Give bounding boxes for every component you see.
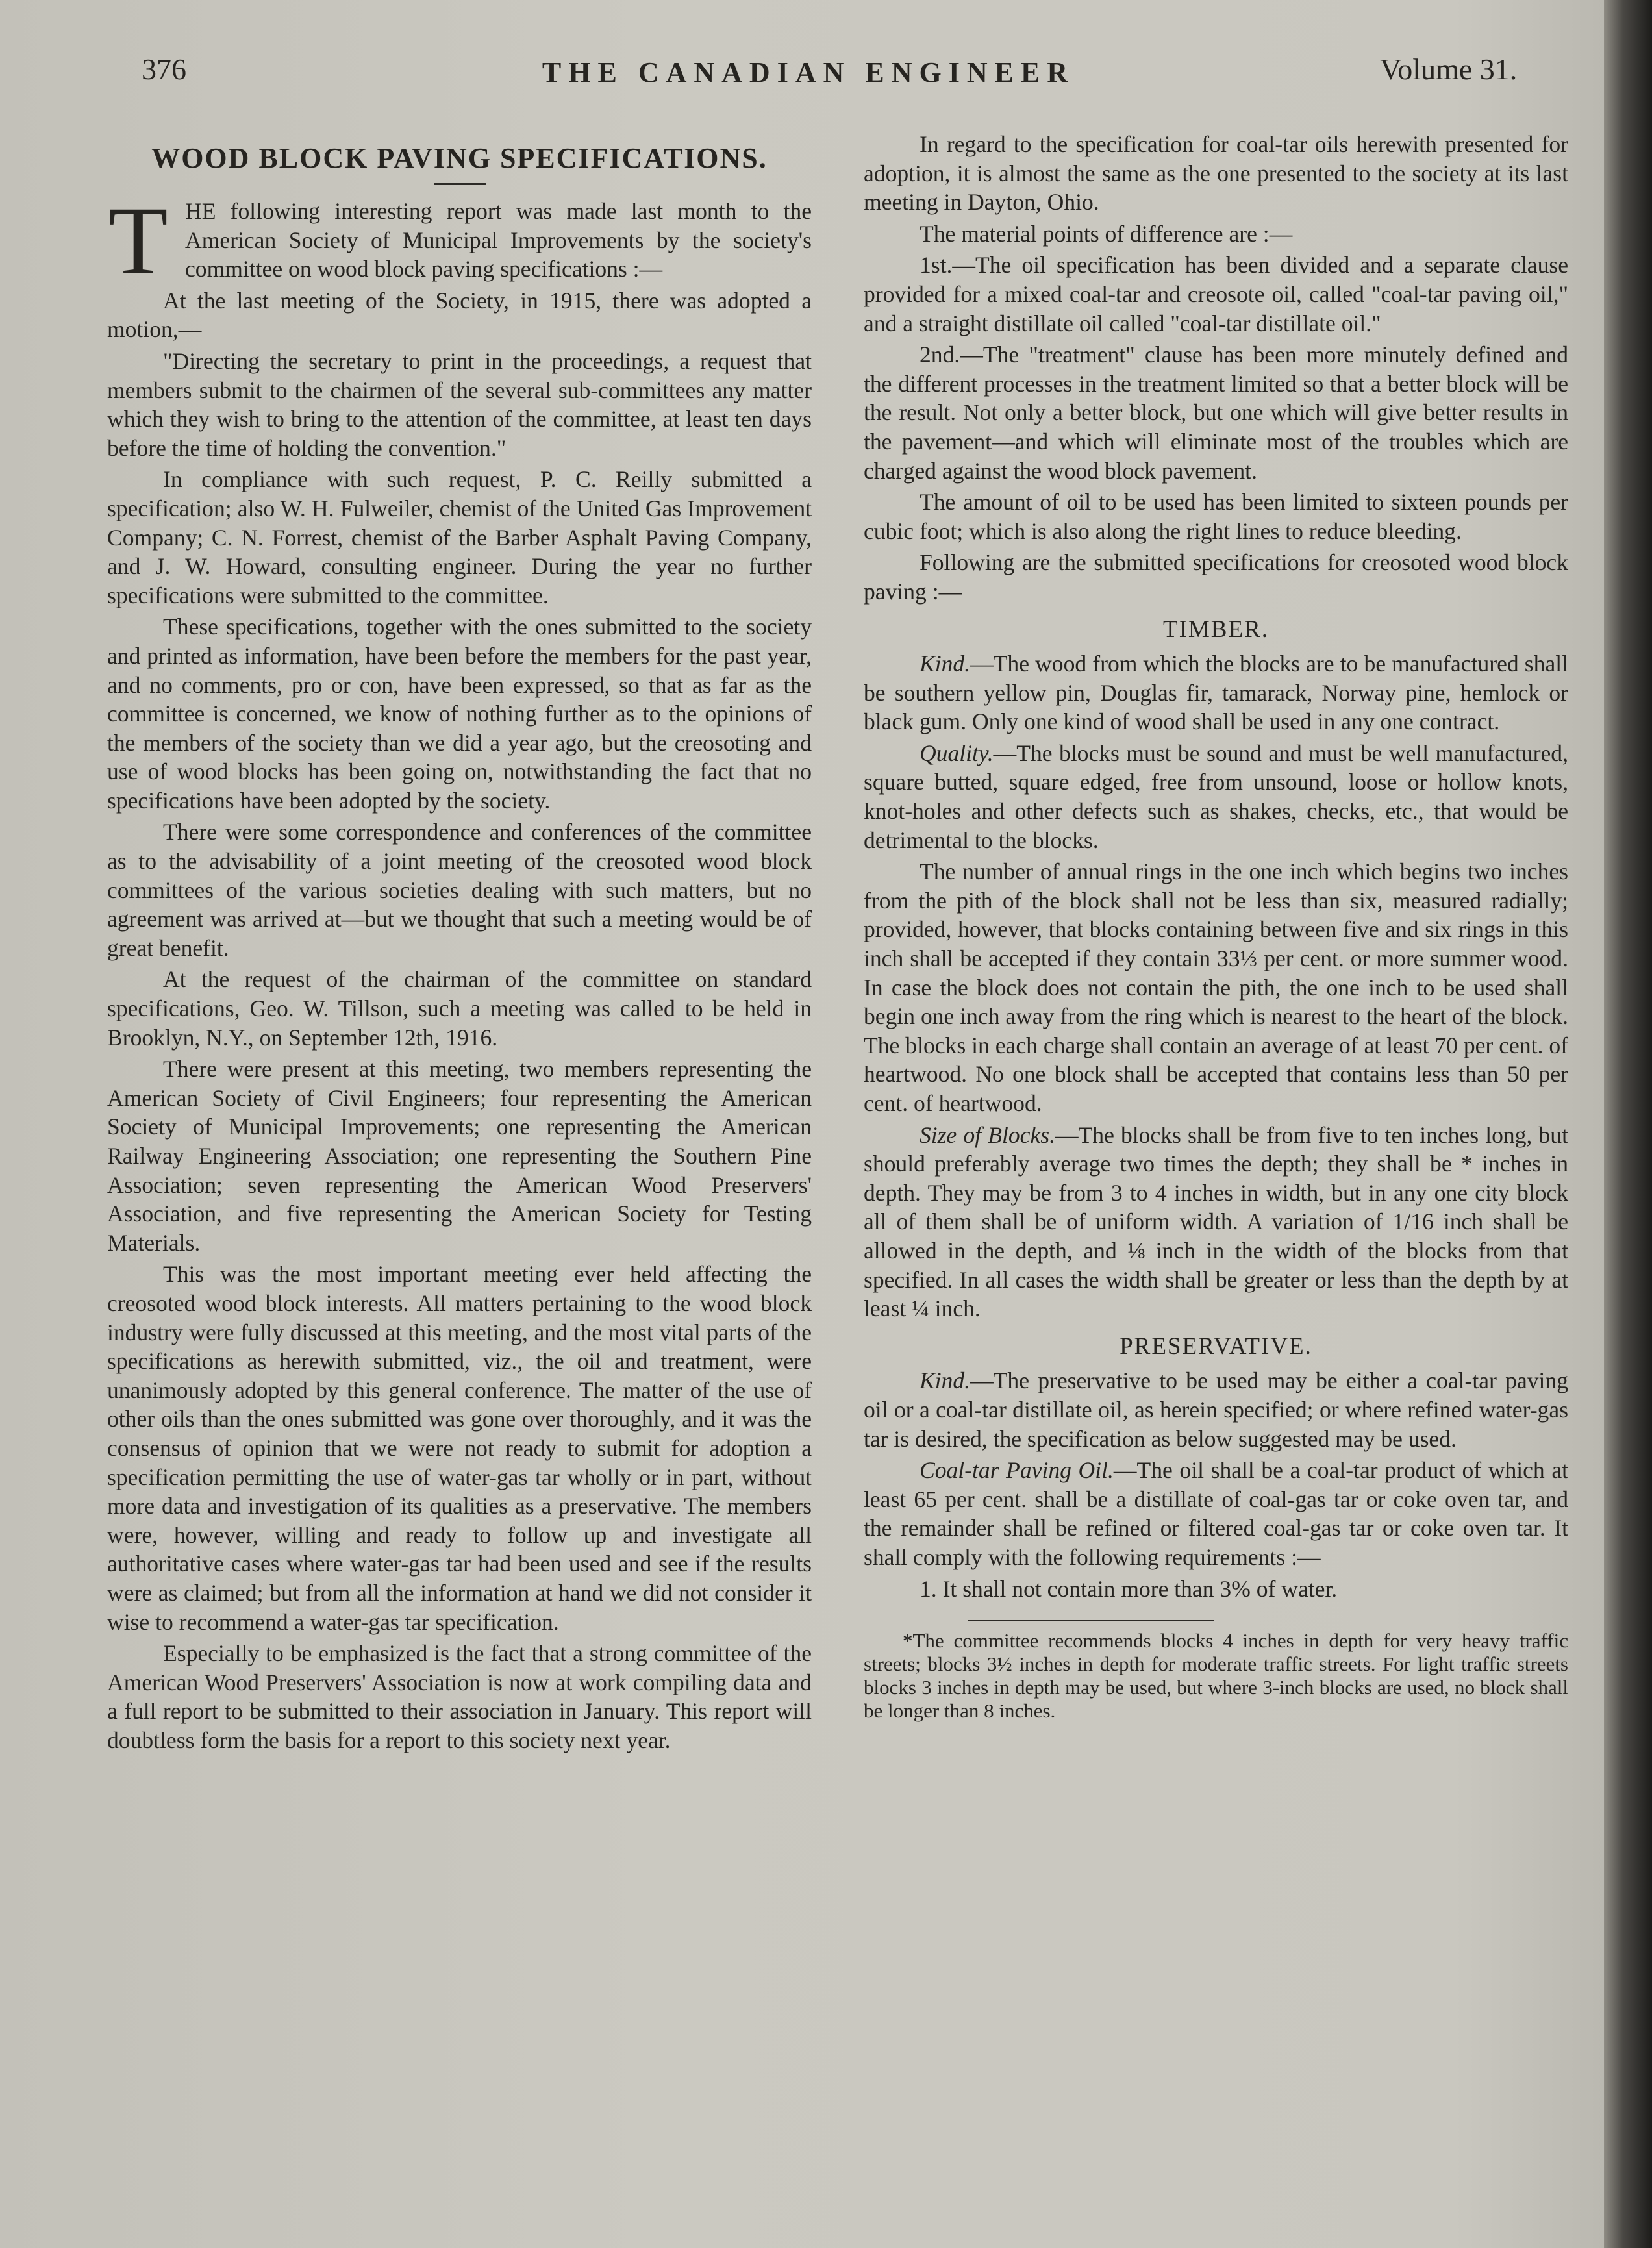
paragraph: There were some correspondence and conferences of the committee as to the advisability of a joint meeting of the creosoted wood block committees of the various societies dealing with such matters, but no agreement was arrived at—but we thought that such a meeting would be of great benefit. [107, 819, 812, 961]
paragraph: "Directing the secretary to print in the proceedings, a request that members submit to the chairmen of the several sub-committees any matter which they wish to bring to the attention of the committee, at least ten days before the time of holding the convention." [107, 347, 812, 461]
paragraph: At the last meeting of the Society, in 1915, there was adopted a motion,— [107, 287, 812, 343]
paragraph: Especially to be emphasized is the fact that a strong committee of the American Wood Preservers' Association is now at work compiling data and a full report to be submitted to their association in January. This report will doubtless form the basis for a report to this society next year. [107, 1640, 812, 1753]
right-column [864, 130, 1568, 1725]
paragraph: There were present at this meeting, two members representing the American Society of Civil Engineers; four representing the American Society of Municipal Improvements; one representing the American Railway Engineering Association; one representing the Southern Pine Association; seven representing the American Wood Preservers' Association, and five representing the American Society for Testing Materials. [107, 1056, 812, 1256]
page-number: 376 [142, 53, 186, 86]
title-rule [434, 183, 486, 185]
footnote: *The committee recommends blocks 4 inches in depth for very heavy traffic streets; blocks 3½ inches in depth for moderate traffic streets. For light traffic streets blocks 3 inches in depth may be used, but where 3-inch blocks are used, no block shall be longer than 8 inches. [864, 1629, 1568, 1723]
paragraph-block-size [864, 1121, 1568, 1323]
paragraph: 1st.—The oil specification has been divided and a separate clause provided for a mixed coal-tar and creosote oil, called "coal-tar paving oil," and a straight distillate oil called "coal-tar distillate oil." [864, 252, 1568, 336]
run-in-label: Kind. [920, 1368, 971, 1394]
paragraph: This was the most important meeting ever held affecting the creosoted wood block interests. All matters pertaining to the wood block industry were fully discussed at this meeting, and the most vital parts of the specifications as herewith submitted, viz., the oil and treatment, were unanimously adopted by this general conference. The matter of the use of other oils than the ones submitted was gone over thoroughly, and it was the consensus of opinion that we were not ready to submit for adoption a specification permitting the use of water-gas tar wholly or in part, without more data and investigation of its qualities as a preservative. The members were, however, willing and ready to follow up and investigate all authoritative cases where water-gas tar had been used and see if the results were as claimed; but from all the information at hand we did not consider it wise to recommend a water-gas tar specification. [107, 1261, 812, 1635]
paragraph: The amount of oil to be used has been limited to sixteen pounds per cubic foot; which is also along the right lines to reduce bleeding. [864, 489, 1568, 544]
requirement-item: 1. It shall not contain more than 3% of water. [920, 1575, 1338, 1602]
paragraph-timber-kind [864, 649, 1568, 736]
run-in-label: Kind. [920, 651, 971, 677]
run-in-label: Coal-tar Paving Oil. [920, 1457, 1114, 1484]
paragraph: Following are the submitted specifications for creosoted wood block paving :— [864, 549, 1568, 605]
volume-label: Volume 31. [1380, 53, 1518, 86]
lead-paragraph [107, 187, 812, 295]
run-in-label: Size of Blocks. [920, 1121, 1055, 1148]
left-column [107, 130, 812, 1757]
running-title: THE CANADIAN ENGINEER [542, 56, 1075, 88]
paragraph-preservative-kind [864, 1366, 1568, 1453]
paragraph: In compliance with such request, P. C. Reilly submitted a specification; also W. H. Fulweiler, chemist of the United Gas Improvement Company; C. N. Forrest, chemist of the Barber Asphalt Paving Company, and J. W. Howard, consulting engineer. During the year no further specifications were submitted to the committee. [107, 466, 812, 608]
paragraph-timber-quality [864, 739, 1568, 855]
binding-edge [1604, 0, 1652, 2248]
paragraph: In regard to the specification for coal-tar oils herewith presented for adoption, it is almost the same as the one presented to the society at its last meeting in Dayton, Ohio. [864, 131, 1568, 216]
footnote-rule [968, 1620, 1214, 1621]
paragraph: 2nd.—The "treatment" clause has been more minutely defined and the different processes in the treatment limited so that a better block will be the result. Not only a better block, but one which will give better results in the pavement—and which will eliminate most of the troubles which are charged against the wood block pavement. [864, 342, 1568, 484]
paragraph-text: —The wood from which the blocks are to be manufactured shall be southern yellow pin, Douglas fir, tamarack, Norway pine, hemlock or black gum. Only one kind of wood shall be used in any one contract. [864, 651, 1568, 735]
paragraph-text: —The blocks must be sound and must be well manufactured, square butted, square edged, free from unsound, loose or hollow knots, knot-holes and other defects such as shakes, checks, etc., that would be detrimental to the blocks. [864, 740, 1568, 853]
paragraph-text: —The blocks shall be from five to ten inches long, but should preferably average two times the depth; they shall be * inches in depth. They may be from 3 to 4 inches in width, but in any one city block all of them shall be of uniform width. A variation of 1/16 inch shall be allowed in the depth, and ⅛ inch in the width of the blocks from that specified. In all cases the width shall be greater or less than the depth by at least ¼ inch. [864, 1121, 1568, 1322]
paragraph-coal-tar-oil [864, 1456, 1568, 1571]
paragraph-text: —The oil shall be a coal-tar product of which at least 65 per cent. shall be a distillate of coal-gas tar or coke oven tar, and the remainder shall be refined or filtered coal-gas tar or coke oven tar. It shall comply with the following requirements :— [864, 1457, 1569, 1570]
paragraph: These specifications, together with the ones submitted to the society and printed as information, have been before the members for the past year, and no comments, pro or con, have been expressed, so that as far as the committee is concerned, we know of nothing further as to the opinions of the members of the society than we did a year ago, but the creosoting and use of wood blocks has been going on, notwithstanding the fact that no specifications have been adopted by the society. [107, 614, 812, 814]
paragraph-annual-rings: The number of annual rings in the one inch which begins two inches from the pith of the block shall not be less than six, measured radially; provided, however, that blocks containing between five and six rings in this inch shall be accepted if they contain 33⅓ per cent. or more summer wood. In case the block does not contain the pith, the one inch to be used shall begin one inch away from the ring which is nearest to the heart of the block. The blocks in each charge shall contain an average of at least 70 per cent. of heartwood. No one block shall be accepted that contains less than 50 per cent. of heartwood. [864, 858, 1568, 1116]
paragraph: The material points of difference are :— [920, 220, 1293, 247]
section-heading-preservative: PRESERVATIVE. [1120, 1332, 1312, 1360]
lead-text: HE following interesting report was made last month to the American Society of Municipal Improvements by the society's committee on wood block paving specifications :— [185, 198, 812, 282]
paragraph-text: —The preservative to be used may be either a coal-tar paving oil or a coal-tar distillate oil, as herein specified; or where refined water-gas tar is desired, the specification as below suggested may be used. [864, 1368, 1568, 1452]
section-heading-timber: TIMBER. [1162, 616, 1270, 643]
run-in-label: Quality. [920, 740, 994, 766]
paragraph: At the request of the chairman of the committee on standard specifications, Geo. W. Tillson, such a meeting was called to be held in Brooklyn, N.Y., on September 12th, 1916. [107, 966, 812, 1051]
drop-cap: T [108, 187, 168, 295]
article-title: WOOD BLOCK PAVING SPECIFICATIONS. [151, 142, 768, 174]
